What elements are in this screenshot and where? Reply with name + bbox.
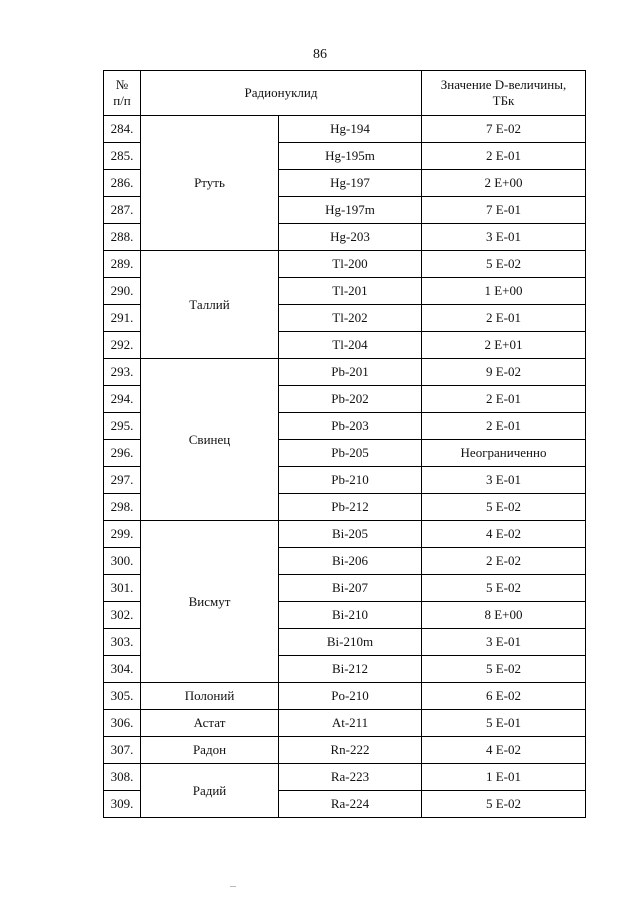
element-name: Таллий — [141, 251, 279, 359]
d-value: Неограниченно — [422, 440, 586, 467]
row-number: 292. — [104, 332, 141, 359]
nuclide-name: Tl-204 — [279, 332, 422, 359]
nuclide-name: Hg-197 — [279, 170, 422, 197]
d-value: 3 Е-01 — [422, 629, 586, 656]
nuclide-name: Ra-224 — [279, 791, 422, 818]
row-number: 295. — [104, 413, 141, 440]
row-number: 305. — [104, 683, 141, 710]
d-value: 5 Е-02 — [422, 494, 586, 521]
element-name: Висмут — [141, 521, 279, 683]
d-value: 1 Е+00 — [422, 278, 586, 305]
nuclide-name: Pb-210 — [279, 467, 422, 494]
d-value: 3 Е-01 — [422, 467, 586, 494]
d-value: 2 Е-01 — [422, 386, 586, 413]
d-value: 2 Е-02 — [422, 548, 586, 575]
element-name: Радон — [141, 737, 279, 764]
row-number: 297. — [104, 467, 141, 494]
row-number: 294. — [104, 386, 141, 413]
row-number: 301. — [104, 575, 141, 602]
element-name: Ртуть — [141, 116, 279, 251]
nuclide-name: Bi-205 — [279, 521, 422, 548]
table-row — [104, 359, 586, 386]
nuclide-name: Pb-201 — [279, 359, 422, 386]
row-number: 289. — [104, 251, 141, 278]
row-number: 293. — [104, 359, 141, 386]
row-number: 296. — [104, 440, 141, 467]
d-value: 9 Е-02 — [422, 359, 586, 386]
row-number: 286. — [104, 170, 141, 197]
row-number: 285. — [104, 143, 141, 170]
nuclide-name: Bi-210 — [279, 602, 422, 629]
nuclide-name: Bi-210m — [279, 629, 422, 656]
nuclide-name: Tl-202 — [279, 305, 422, 332]
d-value: 3 Е-01 — [422, 224, 586, 251]
d-value: 2 Е-01 — [422, 143, 586, 170]
row-number: 288. — [104, 224, 141, 251]
d-value: 7 Е-01 — [422, 197, 586, 224]
nuclide-name: Pb-212 — [279, 494, 422, 521]
nuclide-name: Pb-205 — [279, 440, 422, 467]
d-value: 2 Е-01 — [422, 413, 586, 440]
d-value: 5 Е-02 — [422, 791, 586, 818]
nuclide-name: At-211 — [279, 710, 422, 737]
table-row — [104, 116, 586, 143]
nuclide-name: Ra-223 — [279, 764, 422, 791]
d-value: 8 Е+00 — [422, 602, 586, 629]
nuclide-name: Tl-201 — [279, 278, 422, 305]
d-value: 2 Е-01 — [422, 305, 586, 332]
radionuclide-table — [103, 70, 586, 818]
nuclide-name: Tl-200 — [279, 251, 422, 278]
nuclide-name: Bi-207 — [279, 575, 422, 602]
table-body — [104, 116, 586, 818]
nuclide-name: Hg-194 — [279, 116, 422, 143]
table-row — [104, 683, 586, 710]
d-value: 7 Е-02 — [422, 116, 586, 143]
row-number: 287. — [104, 197, 141, 224]
row-number: 298. — [104, 494, 141, 521]
nuclide-name: Po-210 — [279, 683, 422, 710]
table-row — [104, 251, 586, 278]
row-number: 299. — [104, 521, 141, 548]
d-value: 4 Е-02 — [422, 521, 586, 548]
nuclide-name: Pb-203 — [279, 413, 422, 440]
nuclide-name: Hg-195m — [279, 143, 422, 170]
header-radionuclide: Радионуклид — [141, 71, 422, 116]
table-row — [104, 764, 586, 791]
row-number: 291. — [104, 305, 141, 332]
d-value: 4 Е-02 — [422, 737, 586, 764]
page-number: 86 — [313, 47, 327, 62]
row-number: 307. — [104, 737, 141, 764]
row-number: 284. — [104, 116, 141, 143]
row-number: 303. — [104, 629, 141, 656]
d-value: 5 Е-01 — [422, 710, 586, 737]
element-name: Свинец — [141, 359, 279, 521]
nuclide-name: Rn-222 — [279, 737, 422, 764]
table-row — [104, 710, 586, 737]
nuclide-name: Bi-212 — [279, 656, 422, 683]
row-number: 290. — [104, 278, 141, 305]
header-number: № п/п — [104, 71, 141, 116]
row-number: 300. — [104, 548, 141, 575]
nuclide-name: Pb-202 — [279, 386, 422, 413]
d-value: 5 Е-02 — [422, 251, 586, 278]
d-value: 5 Е-02 — [422, 656, 586, 683]
row-number: 302. — [104, 602, 141, 629]
row-number: 304. — [104, 656, 141, 683]
d-value: 1 Е-01 — [422, 764, 586, 791]
row-number: 309. — [104, 791, 141, 818]
scan-mark — [230, 886, 236, 887]
d-value: 5 Е-02 — [422, 575, 586, 602]
element-name: Радий — [141, 764, 279, 818]
d-value: 2 Е+00 — [422, 170, 586, 197]
table-row — [104, 737, 586, 764]
table-header-row — [104, 71, 586, 116]
nuclide-name: Hg-197m — [279, 197, 422, 224]
header-d-value: Значение D-величины, ТБк — [422, 71, 586, 116]
table-row — [104, 521, 586, 548]
nuclide-name: Bi-206 — [279, 548, 422, 575]
nuclide-name: Hg-203 — [279, 224, 422, 251]
row-number: 308. — [104, 764, 141, 791]
element-name: Астат — [141, 710, 279, 737]
row-number: 306. — [104, 710, 141, 737]
d-value: 6 Е-02 — [422, 683, 586, 710]
element-name: Полоний — [141, 683, 279, 710]
d-value: 2 Е+01 — [422, 332, 586, 359]
